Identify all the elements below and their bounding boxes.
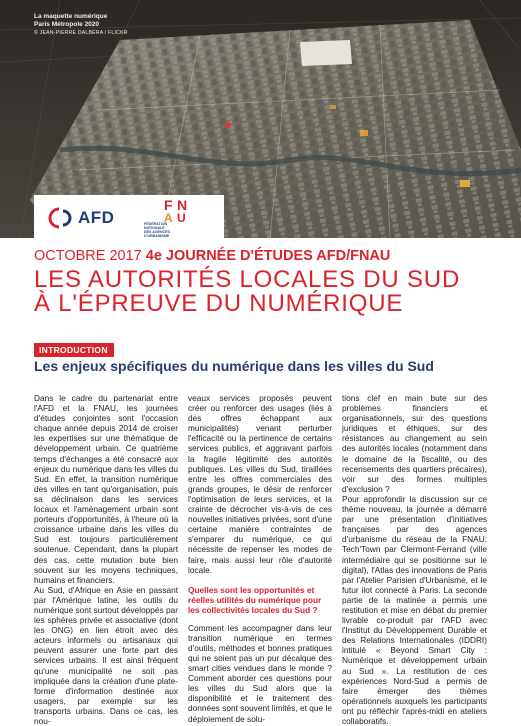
afd-logo-text: AFD	[78, 208, 115, 227]
fnau-logo-subtitle: FÉDÉRATION NATIONALE DES AGENCES D'URBANISME	[144, 222, 171, 239]
body-column-3	[342, 393, 487, 726]
paragraph: Pour approfondir la discussion sur ce thème nouveau, la journée a démarré par une présentation d'initiatives françaises par des agences d'urbanisme du réseau de la FNAU: Tech'Town par Clermont-Ferrand (ville intermédiaire qui se positionne sur le digital), l'Atlas des innovations de Paris par l'Atelier Parisien d'Urbanisme, et le futur ilot connecté à Paris. La seconde partie de la matinée a permis une restitution et mise en débat du premier livrable co-produit par l'AFD avec l'Institut du Développement Durable et des Relations Internationales (IDDRI) intitulé « Beyond Smart City : Numérique et développement urbain au Sud ». La restitution de ces expériences Nord-Sud a permis de faire émerger des thèmes opérationnels auxquels les participants ont pu réfléchir l'après-midi en ateliers collaboratifs.	[342, 493, 487, 726]
edition-title: 4e JOURNÉE D'ÉTUDES AFD/FNAU	[145, 248, 391, 264]
photo-caption	[34, 13, 128, 37]
paragraph: veaux services proposés peuvent créer ou renforcer des usages (liés à des offres échappant aux municipalités) venant perturber l'efficacité ou la pertinence de certains services publics, et aggravant parfois la fragile légitimité des autorités publiques. Les villes du Sud, tiraillées entre les offres commerciales des grands groupes, le désir de renforcer l'optimisation de leurs services, et la crainte de décrocher vis-à-vis de ces nouvelles initiatives privées, sont d'une certaine manière contraintes de s'emparer du numérique, ce qui nécessite de repenser les modes de faire, mais aussi leur rôle d'autorité locale.	[188, 393, 332, 575]
edition-line	[34, 248, 390, 264]
body-column-1	[34, 393, 178, 726]
fnau-letter-a: A	[164, 211, 173, 225]
body-column-2	[188, 393, 332, 724]
partner-logos	[34, 195, 224, 239]
edition-date: OCTOBRE 2017	[34, 248, 142, 264]
caption-title: La maquette numérique	[34, 13, 108, 20]
paragraph: Comment les accompagner dans leur transition numérique en termes d'outils, méthodes et bonnes pratiques qui ne soient pas un pur décalque des smart cities vendues dans le monde ? Comment aborder ces questions pour les villes du Sud alors que la disponibilité et le traitement des données sont souvent limités, et que le déploiement de solu-	[188, 622, 332, 724]
paragraph: Au Sud, d'Afrique en Asie en passant par l'Amérique latine, les outils du numérique sont surtout développés par les sphères privée et associative (dont les ONG) en lien étroit avec des acteurs informels ou artisanaux qui peuvent assurer une forte part des services urbains. Il est ainsi fréquent qu'une municipalité ne soit pas impliquée dans la création d'une plate-forme d'information destinée aux usagers, par exemple sur les transports urbains. Dans ce cas, les nou-	[34, 584, 178, 726]
highlight-block	[300, 40, 352, 66]
fnau-letter-f: F	[164, 197, 173, 213]
title-line-2: À L'ÉPREUVE DU NUMÉRIQUE	[34, 290, 404, 317]
section-badge: INTRODUCTION	[34, 343, 114, 357]
caption-credit: © JEAN-PIERRE DALBÉRA / FLICKR	[34, 30, 128, 36]
page-title	[34, 268, 460, 316]
afd-logo-icon	[48, 207, 74, 229]
fnau-letter-u: U	[177, 211, 186, 225]
section-subtitle: Les enjeux spécifiques du numérique dans les villes du Sud	[34, 358, 434, 374]
paragraph: tions clef en main bute sur des problèmes financiers et organisationnels, sur des questions juridiques et éthiques, sur des résistances au changement au sein des autorités locales (notamment dans le domaine de la fiscalité, ou des recensements des quartiers précaires), voir sur des formes multiples d'exclusion ?	[342, 393, 487, 494]
title-line-1: LES AUTORITÉS LOCALES DU SUD	[34, 266, 461, 293]
fnau-letter-n: N	[177, 197, 188, 213]
red-marker	[225, 122, 231, 128]
pull-question: Quelles sont les opportunités et réelles utilités du numérique pour les collectivités locales du Sud ?	[188, 584, 322, 615]
caption-subtitle: Paris Métropole 2020	[34, 21, 100, 28]
paragraph: Dans le cadre du partenariat entre l'AFD et la FNAU, les journées d'études conjointes sont l'occasion chaque année depuis 2014 de croiser les expertises sur une thématique de développement urbain. Ce quatrième temps d'échanges a été consacré aux enjeux du numérique dans les villes du Sud. En effet, la transition numérique des villes en tant qu'organisation, puis sa déclinaison dans les services locaux et l'aménagement urbain sont porteurs d'opportunités, à l'heure où la croissance urbaine dans les villes du Sud est toujours particulièrement soutenue. Cependant, dans la plupart des cas, cette mutation bute bien souvent sur les moyens techniques, humains et financiers.	[34, 393, 178, 585]
